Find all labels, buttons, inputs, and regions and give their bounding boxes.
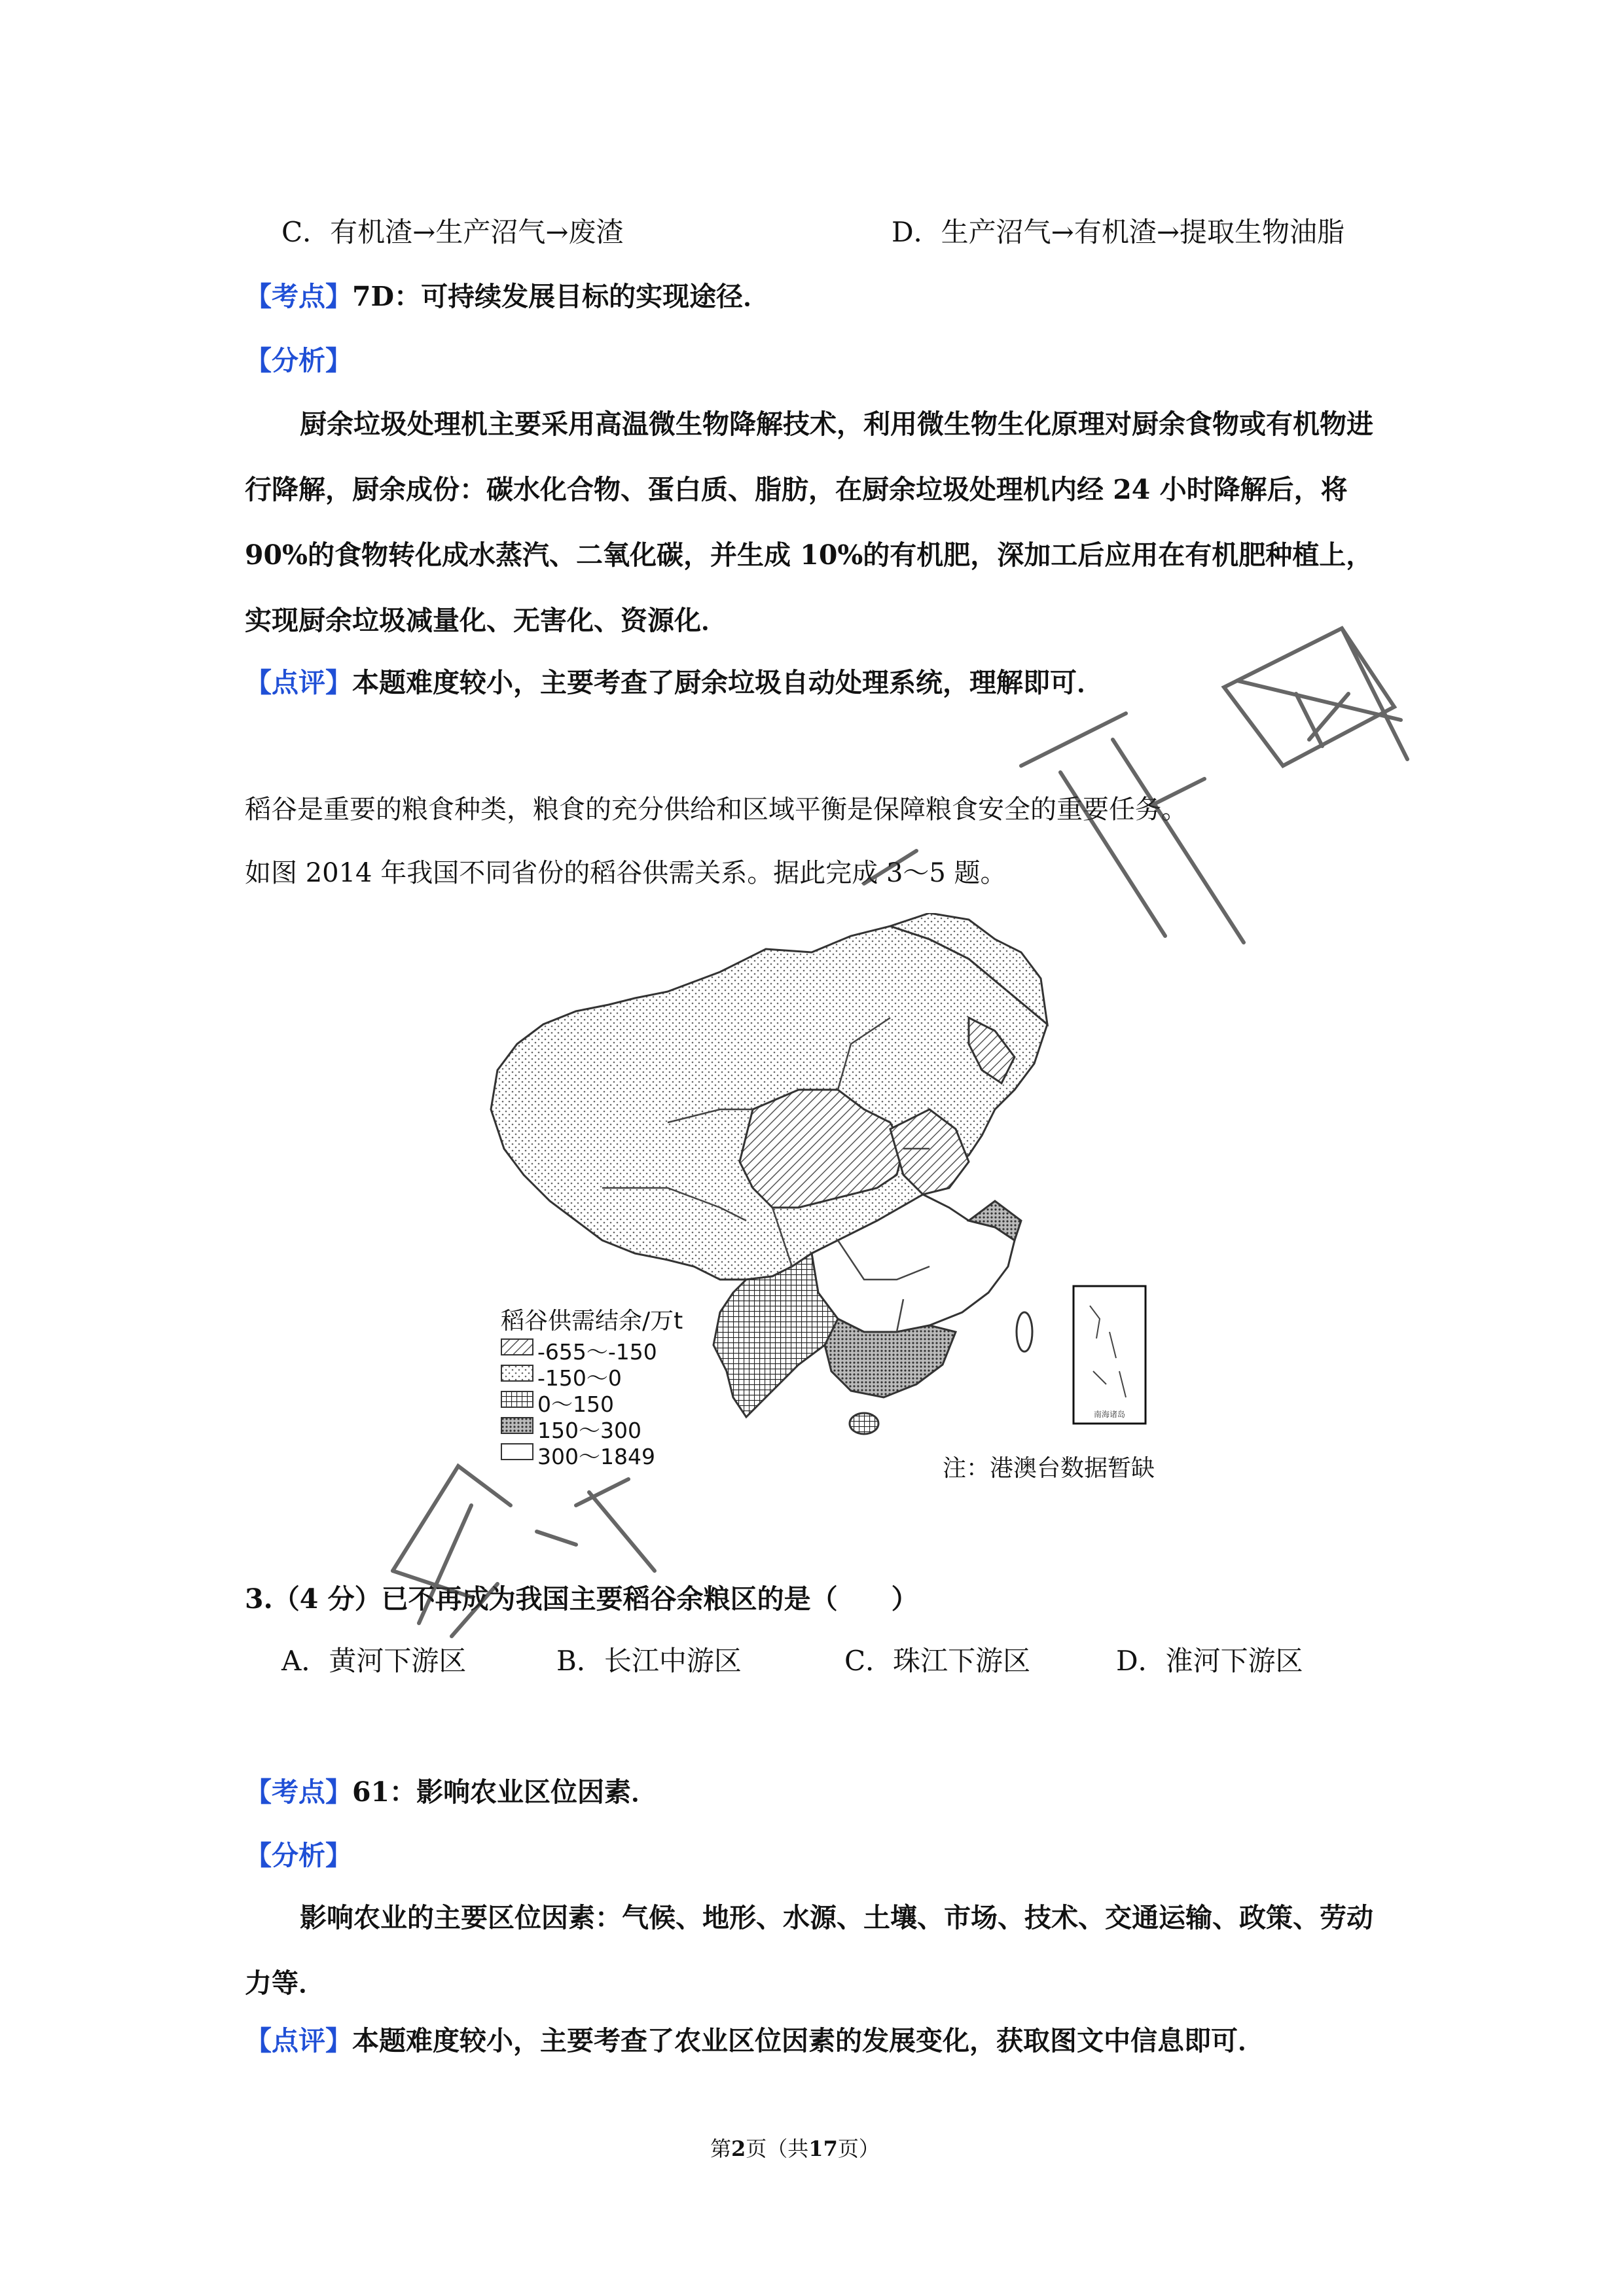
option-d: D．生产沼气→有机渣→提取生物油脂 <box>892 216 1345 248</box>
map-region-taiwan <box>1017 1312 1032 1352</box>
legend-swatch-hatch <box>501 1338 533 1355</box>
q3-option-c: C．珠江下游区 <box>844 1645 1031 1677</box>
kaodian-text: 61：影响农业区位因素． <box>352 1776 659 1808</box>
intro-line-2: 如图 2014 年我国不同省份的稻谷供需关系。据此完成 3～5 题。 <box>245 858 1007 888</box>
rice-supply-map-figure: 南海诸岛 稻谷供需结余/万t -655～-150 -150～0 0～150 150～300 300～1849 注：港澳台数据暂缺 <box>471 913 1224 1489</box>
dianping-tag: 【点评】 <box>245 667 352 698</box>
legend-title: 稻谷供需结余/万t <box>501 1308 683 1335</box>
kaodian-tag: 【考点】 <box>245 281 352 312</box>
dianping-text: 本题难度较小，主要考查了厨余垃圾自动处理系统，理解即可． <box>352 667 1104 698</box>
kaodian-tag: 【考点】 <box>245 1776 352 1808</box>
q3-option-a: A．黄河下游区 <box>281 1645 467 1677</box>
kaodian-2 <box>245 1770 658 1809</box>
legend-swatch-dots <box>501 1365 533 1382</box>
dianping-tag: 【点评】 <box>245 2025 352 2056</box>
map-region-hainan <box>850 1413 878 1434</box>
q3-option-d: D．淮河下游区 <box>1116 1645 1303 1677</box>
option-c: C．有机渣→生产沼气→废渣 <box>281 216 624 248</box>
legend-swatch-blank <box>501 1443 533 1460</box>
dianping-text: 本题难度较小，主要考查了农业区位因素的发展变化，获取图文中信息即可． <box>352 2025 1265 2056</box>
fenxi-tag-1: 【分析】 <box>245 345 352 376</box>
page-total: 17 <box>808 2136 838 2161</box>
kaodian-1 <box>245 275 770 314</box>
page-number: 2 <box>731 2136 746 2161</box>
fenxi-paragraph-2: 影响农业的主要区位因素：气候、地形、水源、土壤、市场、技术、交通运输、政策、劳动力等． <box>245 1902 1373 1999</box>
kaodian-text: 7D：可持续发展目标的实现途径． <box>352 281 770 312</box>
dianping-2 <box>245 2019 1265 2058</box>
page-footer: 第2页（共17页） <box>710 2136 880 2161</box>
legend-swatch-dense <box>501 1417 533 1434</box>
question-3-stem: 3.（4 分）已不再成为我国主要稻谷余粮区的是（ ） <box>245 1583 918 1615</box>
q3-option-b: B．长江中游区 <box>556 1645 742 1677</box>
dianping-1 <box>245 661 1104 700</box>
inset-label: 南海诸岛 <box>1093 1410 1126 1419</box>
fenxi-paragraph-1: 厨余垃圾处理机主要采用高温微生物降解技术，利用微生物生化原理对厨余食物或有机物进行降解，厨余成份：碳水化合物、蛋白质、脂肪，在厨余垃圾处理机内经 24 小时降解后，将 90%的食物转化成水蒸汽、二氧化碳，并生成 10%的有机肥，深加工后应用在有机肥种植上，实现厨余垃圾减量化、无害化、资源化． <box>245 408 1373 636</box>
map-note: 注：港澳台数据暂缺 <box>943 1455 1155 1482</box>
legend-swatch-grid <box>501 1391 533 1408</box>
south-china-sea-inset <box>1074 1286 1146 1424</box>
intro-line-1: 稻谷是重要的粮食种类，粮食的充分供给和区域平衡是保障粮食安全的重要任务。 <box>245 795 1187 825</box>
fenxi-tag-2: 【分析】 <box>245 1840 352 1871</box>
